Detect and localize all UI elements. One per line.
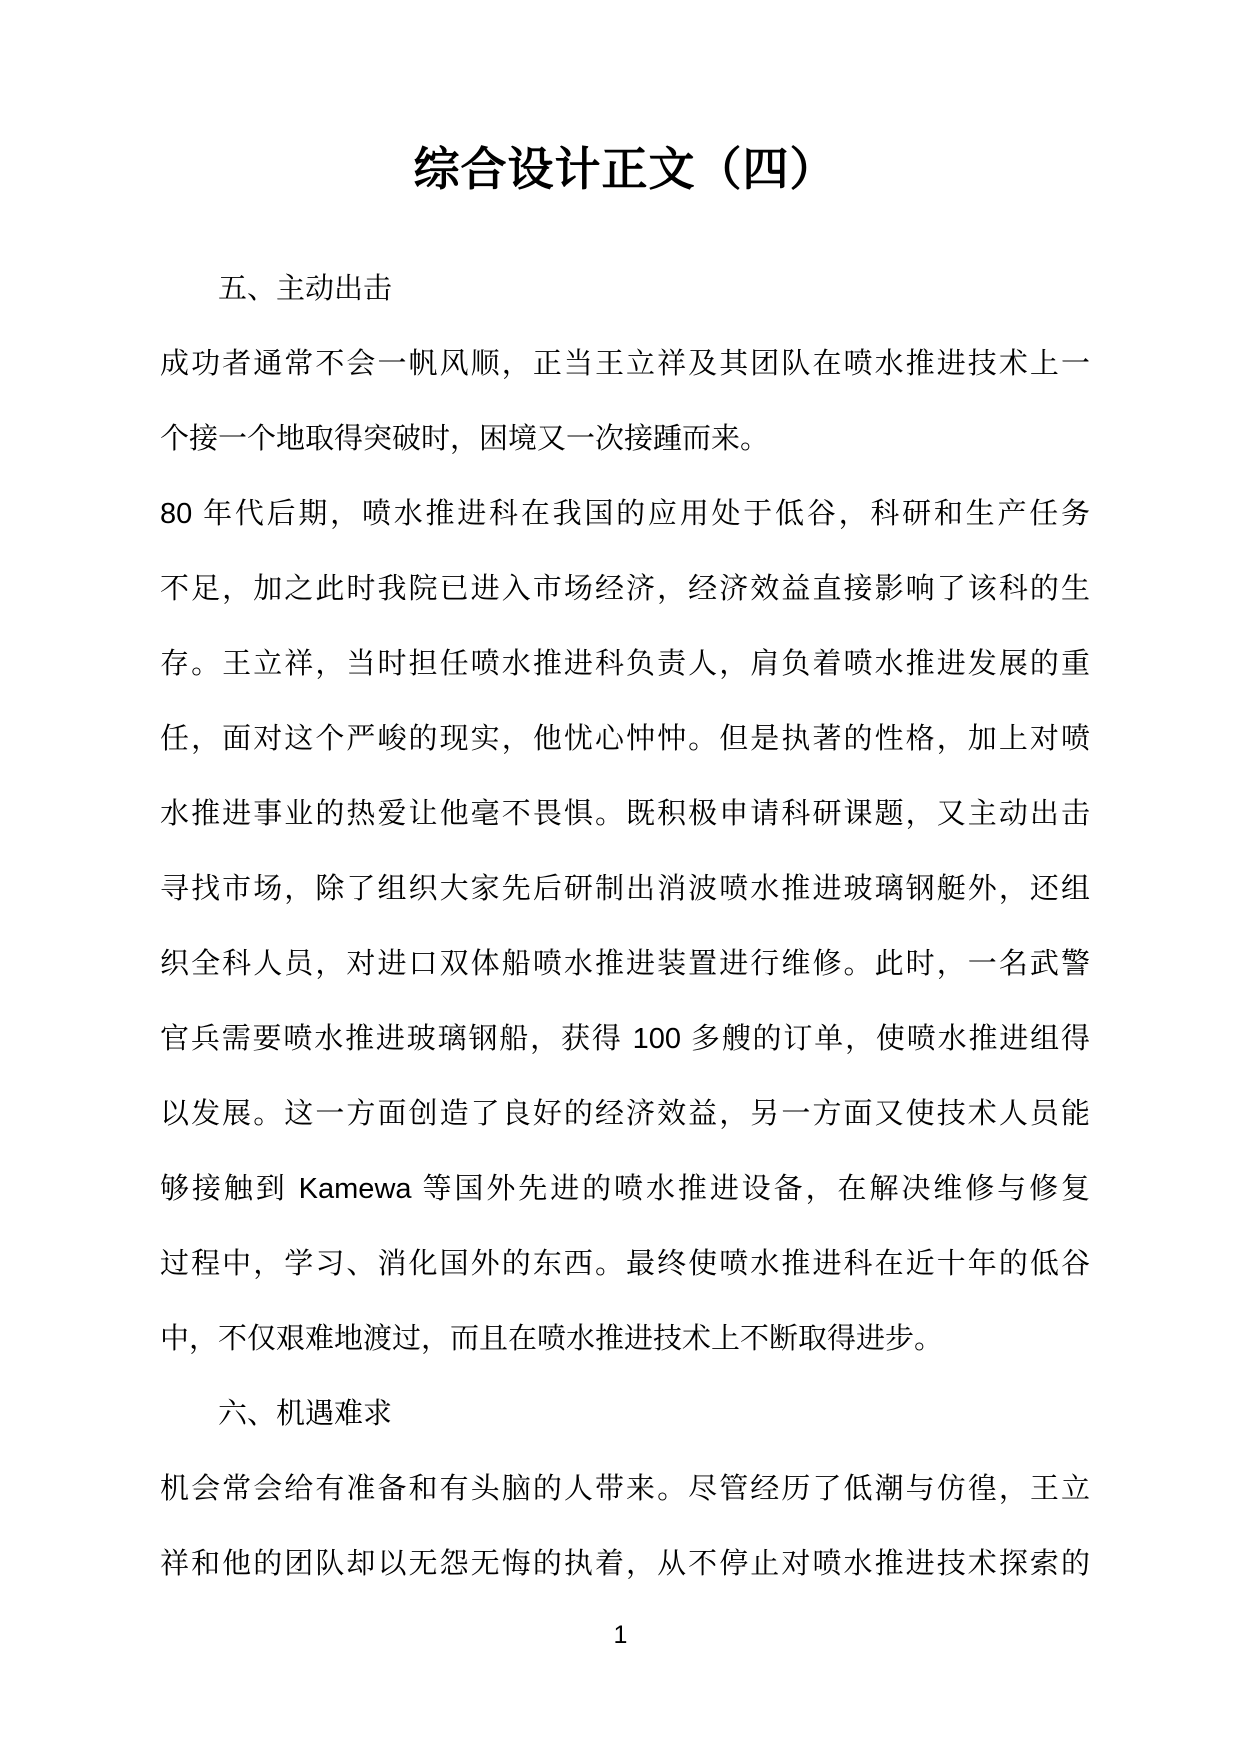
text-line: 个接一个地取得突破时，困境又一次接踵而来。 bbox=[160, 422, 770, 455]
text-line: 不足，加之此时我院已进入市场经济，经济效益直接影响了该科的生 bbox=[160, 572, 1090, 605]
text-line: 机会常会给有准备和有头脑的人带来。尽管经历了低潮与仿徨，王立 bbox=[160, 1472, 1090, 1505]
text-line: 中，不仅艰难地渡过，而且在喷水推进技术上不断取得进步。 bbox=[160, 1322, 944, 1355]
document-title: 综合设计正文（四） bbox=[413, 144, 837, 195]
text-line: 过程中，学习、消化国外的东西。最终使喷水推进科在近十年的低谷 bbox=[160, 1247, 1090, 1280]
text-line: 祥和他的团队却以无怨无悔的执着，从不停止对喷水推进技术探索的 bbox=[160, 1547, 1090, 1580]
text-line: 存。王立祥，当时担任喷水推进科负责人，肩负着喷水推进发展的重 bbox=[160, 647, 1090, 680]
text-line: 水推进事业的热爱让他毫不畏惧。既积极申请科研课题，又主动出击 bbox=[160, 797, 1090, 830]
text-line: 80 年代后期，喷水推进科在我国的应用处于低谷，科研和生产任务 bbox=[160, 497, 1090, 530]
text-line: 官兵需要喷水推进玻璃钢船，获得 100 多艘的订单，使喷水推进组得 bbox=[160, 1022, 1090, 1055]
page-number: 1 bbox=[613, 1621, 628, 1649]
section-heading: 六、机遇难求 bbox=[218, 1397, 393, 1430]
section-heading: 五、主动出击 bbox=[218, 272, 393, 305]
text-line: 织全科人员，对进口双体船喷水推进装置进行维修。此时，一名武警 bbox=[160, 947, 1090, 980]
document-content bbox=[160, 145, 1090, 1602]
text-line: 以发展。这一方面创造了良好的经济效益，另一方面又使技术人员能 bbox=[160, 1097, 1090, 1130]
text-line: 任，面对这个严峻的现实，他忧心忡忡。但是执著的性格，加上对喷 bbox=[160, 722, 1090, 755]
text-line: 成功者通常不会一帆风顺，正当王立祥及其团队在喷水推进技术上一 bbox=[160, 347, 1090, 380]
text-line: 寻找市场，除了组织大家先后研制出消波喷水推进玻璃钢艇外，还组 bbox=[160, 872, 1090, 905]
text-line: 够接触到 Kamewa 等国外先进的喷水推进设备，在解决维修与修复 bbox=[160, 1172, 1090, 1205]
document-body bbox=[160, 252, 1090, 1602]
